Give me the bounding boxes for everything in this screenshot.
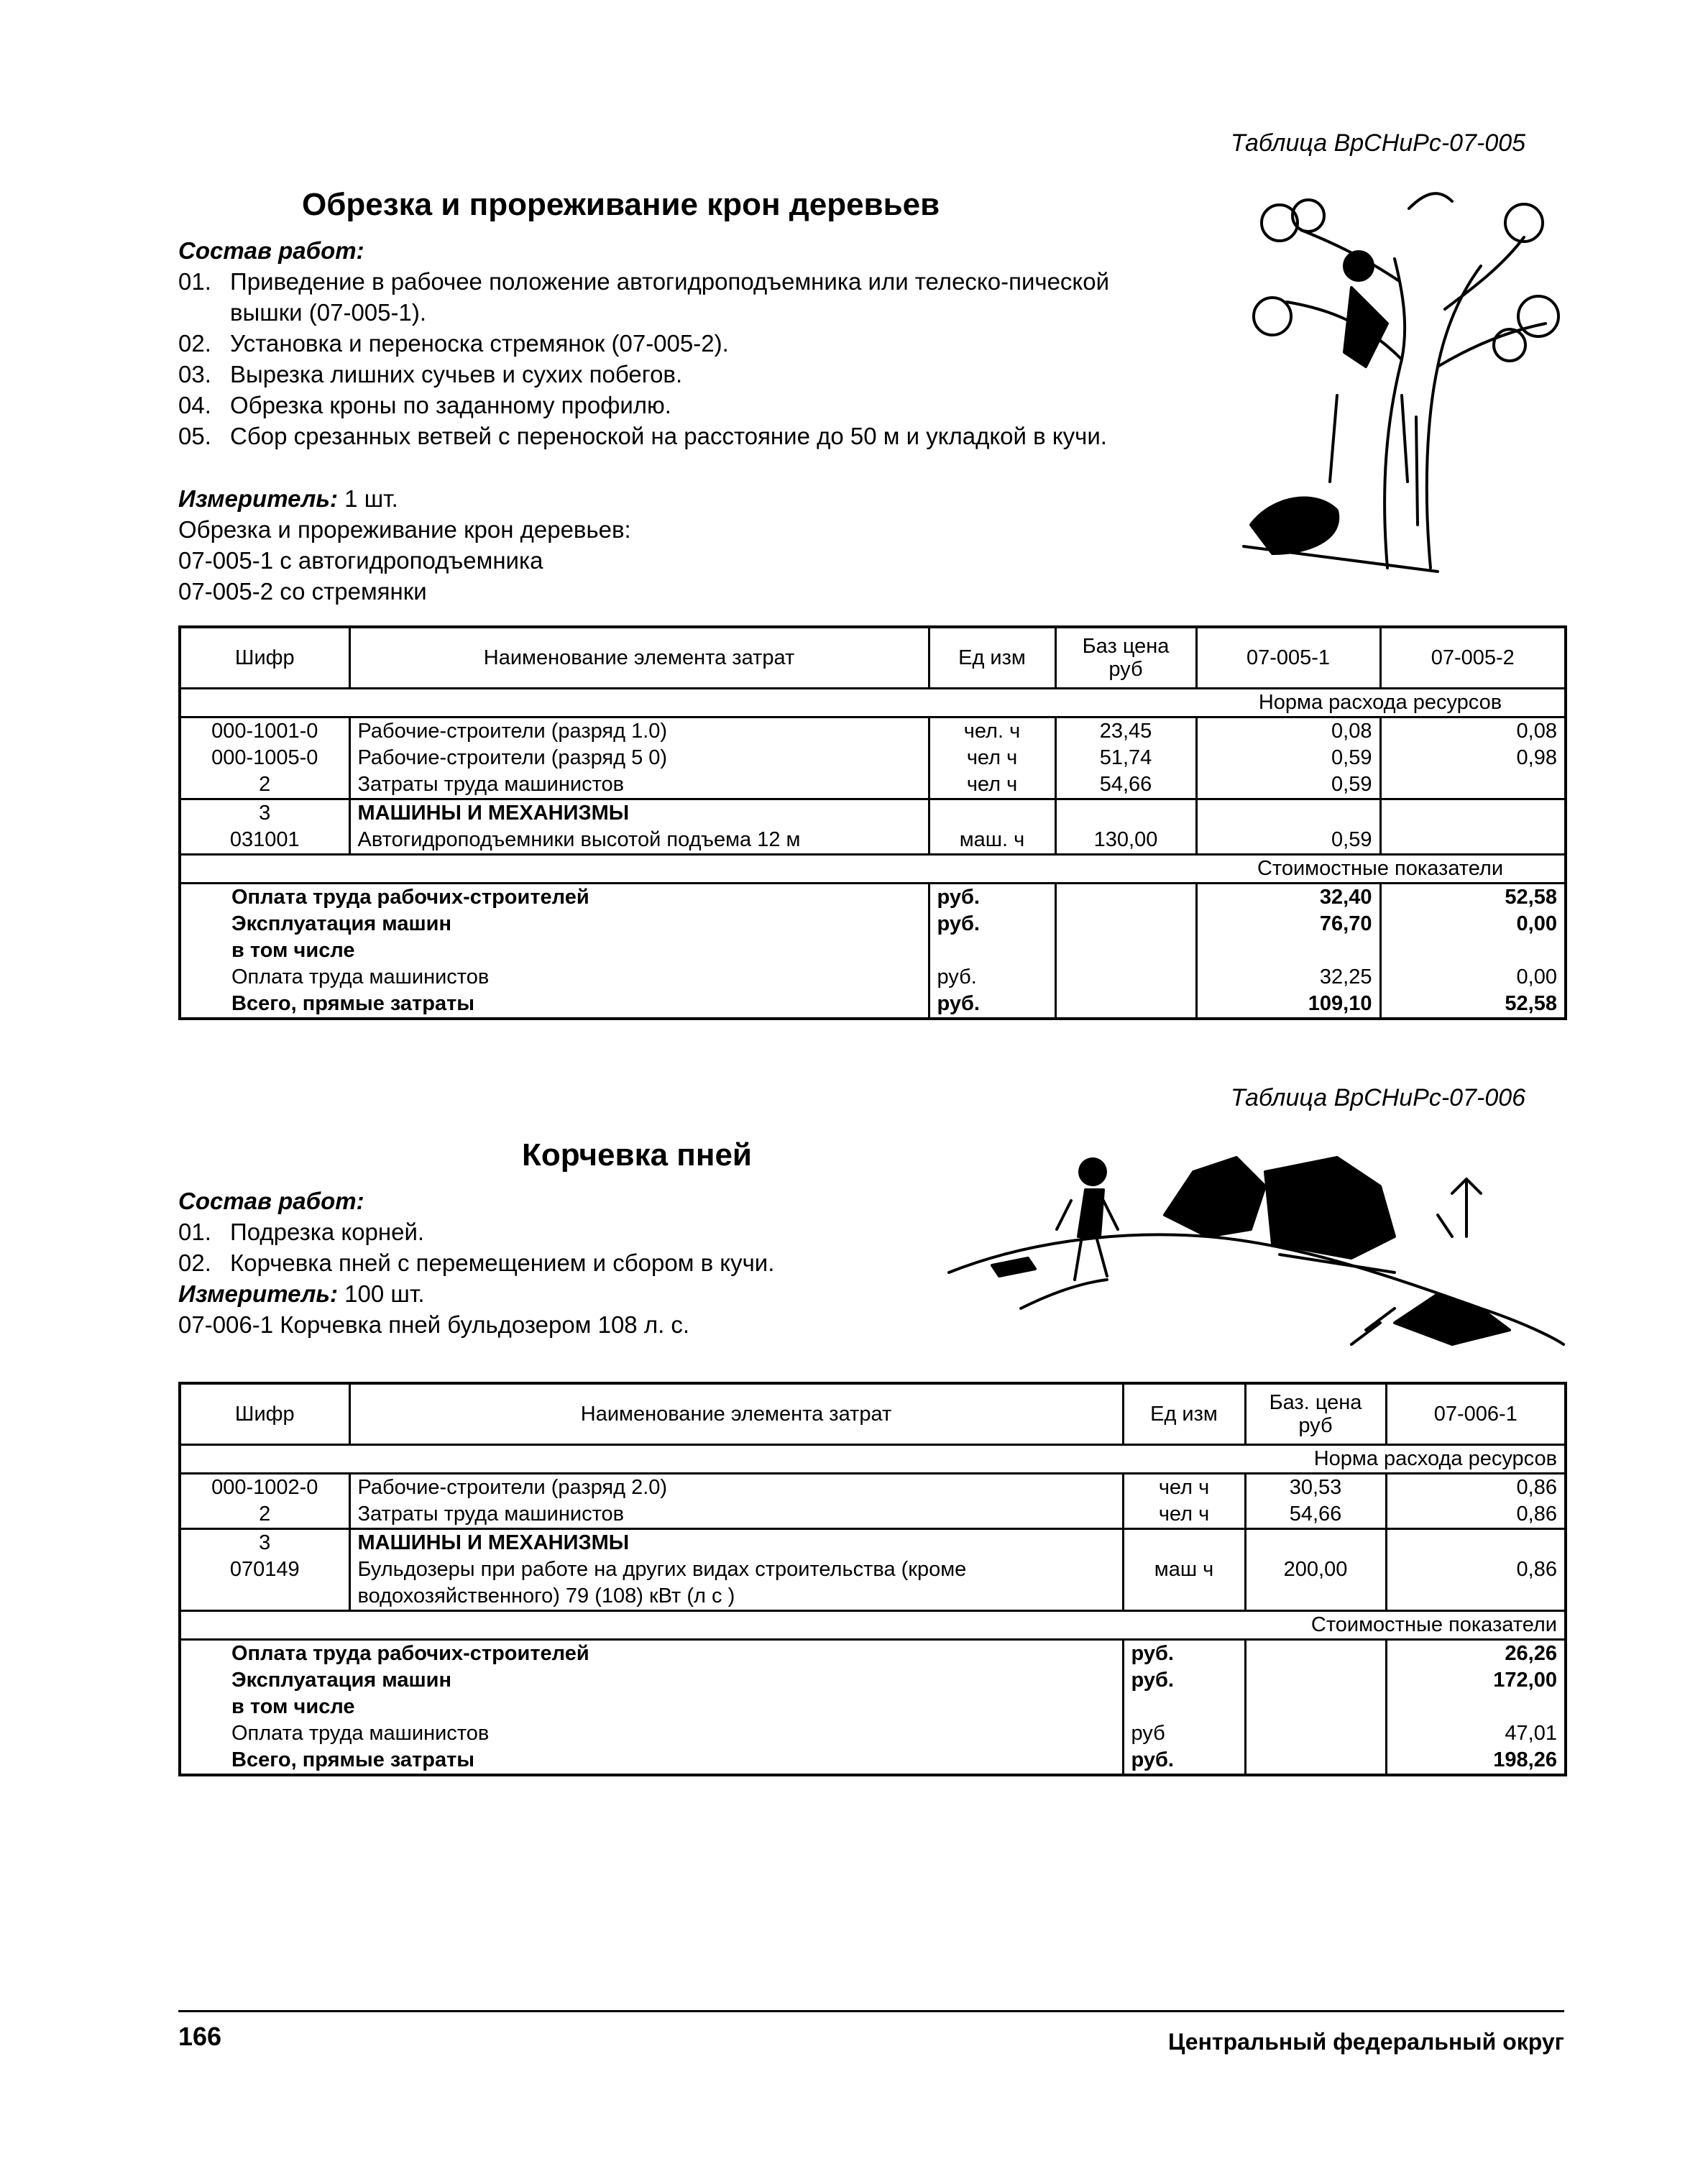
cost-name: Оплата труда рабочих-строителей: [180, 884, 929, 912]
cost-name: Эксплуатация машин: [180, 911, 929, 937]
row-code: 000-1002-0: [180, 1474, 349, 1502]
work-steps-1: [178, 266, 1149, 451]
stump-removal-illustration: [935, 1129, 1567, 1366]
cost-value-2: 0,00: [1380, 964, 1566, 991]
row-code: 000-1001-0: [180, 717, 349, 746]
cost-value-1: 47,01: [1386, 1720, 1566, 1747]
cost-name: Эксплуатация машин: [180, 1667, 1123, 1694]
step-item: 04. Обрезка кроны по заданному профилю.: [178, 392, 671, 418]
row-name: Затраты труда машинистов: [349, 1501, 1123, 1529]
table-label-2: Таблица ВрСНиРс-07-006: [1231, 1084, 1526, 1111]
cost-name: Оплата труда машинистов: [180, 1720, 1123, 1747]
cost-name: Всего, прямые затраты: [180, 991, 929, 1019]
row-code: 2: [180, 1501, 349, 1529]
variant-1-2: 07-005-2 со стремянки: [178, 578, 427, 605]
step-item: 05. Сбор срезанных ветвей с переноской на расстояние до 50 м и укладкой в кучи.: [178, 423, 1107, 449]
cost-unit: руб.: [1123, 1667, 1245, 1694]
header-unit: Ед изм: [1123, 1383, 1245, 1445]
resource-norm-header: Норма расхода ресурсов: [1196, 689, 1566, 717]
table-label-1: Таблица ВрСНиРс-07-005: [1231, 129, 1526, 157]
header-code: Шифр: [180, 1383, 349, 1445]
row-code: 000-1005-0: [180, 745, 349, 771]
header-code: Шифр: [180, 627, 349, 689]
machines-code: 3: [180, 1529, 349, 1557]
row-price: 54,66: [1245, 1501, 1386, 1529]
footer-divider: [178, 2010, 1564, 2012]
cost-table-1: [178, 625, 1567, 1020]
section-title-1: Обрезка и прореживание крон деревьев: [302, 187, 940, 222]
row-value-1: 0,08: [1196, 717, 1380, 746]
variant-2-1: 07-006-1 Корчевка пней бульдозером 108 л. с.: [178, 1311, 690, 1338]
cost-value-1: 172,00: [1386, 1667, 1566, 1694]
row-price: 30,53: [1245, 1474, 1386, 1502]
cost-unit: руб.: [1123, 1640, 1245, 1668]
composition-label-1: Состав работ:: [178, 237, 364, 264]
row-code: 031001: [180, 827, 349, 855]
step-item: 03. Вырезка лишних сучьев и сухих побегов.: [178, 361, 683, 387]
cost-value-2: 52,58: [1380, 884, 1566, 912]
cost-table-2: [178, 1382, 1567, 1776]
cost-value-1: 26,26: [1386, 1640, 1566, 1668]
machines-code: 3: [180, 799, 349, 827]
cost-indicators-header: Стоимостные показатели: [1196, 855, 1566, 884]
cost-value-1: 109,10: [1196, 991, 1380, 1019]
cost-name: в том числе: [180, 937, 929, 964]
cost-value-1: 32,40: [1196, 884, 1380, 912]
row-price: 54,66: [1055, 771, 1196, 799]
row-value-1: 0,86: [1386, 1501, 1566, 1529]
cost-unit: руб.: [929, 964, 1055, 991]
meter-label: Измеритель:: [178, 1280, 338, 1307]
header-name: Наименование элемента затрат: [349, 1383, 1123, 1445]
row-unit: чел ч: [1123, 1501, 1245, 1529]
row-value-1: 0,59: [1196, 827, 1380, 855]
meter-value: 1 шт.: [338, 485, 398, 512]
row-name: Рабочие-строители (разряд 2.0): [349, 1474, 1123, 1502]
row-unit: маш ч: [1123, 1556, 1245, 1583]
step-item: 01. Приведение в рабочее положение автогидроподъемника или телеско-пической вышки (07-005-1).: [178, 268, 1110, 326]
row-price: 130,00: [1055, 827, 1196, 855]
header-col-2: 07-005-2: [1380, 627, 1566, 689]
header-col-1: 07-005-1: [1196, 627, 1380, 689]
row-value-1: 0,59: [1196, 745, 1380, 771]
row-name: Рабочие-строители (разряд 5 0): [349, 745, 929, 771]
row-value-1: 0,59: [1196, 771, 1380, 799]
row-unit: чел ч: [1123, 1474, 1245, 1502]
meter-2: [178, 1278, 425, 1309]
resource-norm-header: Норма расхода ресурсов: [1245, 1445, 1566, 1474]
row-code: 070149: [180, 1556, 349, 1583]
cost-unit: руб.: [929, 884, 1055, 912]
row-price: 200,00: [1245, 1556, 1386, 1583]
cost-unit: руб.: [929, 991, 1055, 1019]
cost-value-2: 52,58: [1380, 991, 1566, 1019]
row-name-cont: водохозяйственного) 79 (108) кВт (л с ): [349, 1583, 1123, 1611]
footer-region: Центральный федеральный округ: [1168, 2029, 1564, 2055]
cost-value-2: 0,00: [1380, 911, 1566, 937]
composition-label-2: Состав работ:: [178, 1188, 364, 1214]
row-value-2: 0,98: [1380, 745, 1566, 771]
header-price: Баз. цена руб: [1245, 1383, 1386, 1445]
row-name: Автогидроподъемники высотой подъема 12 м: [349, 827, 929, 855]
header-price: Баз цена руб: [1055, 627, 1196, 689]
page-number: 166: [178, 2022, 222, 2051]
work-steps-2: [178, 1216, 969, 1278]
header-name: Наименование элемента затрат: [349, 627, 929, 689]
row-value-2: [1380, 771, 1566, 799]
cost-name: Всего, прямые затраты: [180, 1747, 1123, 1775]
row-name: Затраты труда машинистов: [349, 771, 929, 799]
row-name: Рабочие-строители (разряд 1.0): [349, 717, 929, 746]
step-item: 02. Корчевка пней с перемещением и сбором в кучи.: [178, 1249, 775, 1276]
meter-value: 100 шт.: [338, 1280, 425, 1307]
row-value-2: [1380, 827, 1566, 855]
section-title-2: Корчевка пней: [522, 1137, 752, 1173]
row-unit: чел ч: [929, 771, 1055, 799]
row-price: 23,45: [1055, 717, 1196, 746]
tree-pruning-illustration: [1222, 180, 1567, 582]
cost-value-1: 76,70: [1196, 911, 1380, 937]
cost-name: в том числе: [180, 1694, 1123, 1720]
header-col-1: 07-006-1: [1386, 1383, 1566, 1445]
meter-1: [178, 483, 398, 514]
desc-1: Обрезка и прореживание крон деревьев:: [178, 516, 631, 543]
machines-title: МАШИНЫ И МЕХАНИЗМЫ: [349, 799, 929, 827]
cost-name: Оплата труда машинистов: [180, 964, 929, 991]
row-code: 2: [180, 771, 349, 799]
machines-title: МАШИНЫ И МЕХАНИЗМЫ: [349, 1529, 1123, 1557]
row-unit: чел ч: [929, 745, 1055, 771]
cost-name: Оплата труда рабочих-строителей: [180, 1640, 1123, 1668]
row-unit: чел. ч: [929, 717, 1055, 746]
row-unit: маш. ч: [929, 827, 1055, 855]
variant-1-1: 07-005-1 с автогидроподъемника: [178, 547, 543, 574]
header-unit: Ед изм: [929, 627, 1055, 689]
step-item: 01. Подрезка корней.: [178, 1219, 425, 1245]
cost-unit: руб.: [1123, 1747, 1245, 1775]
row-name: Бульдозеры при работе на других видах строительства (кроме: [349, 1556, 1123, 1583]
step-item: 02. Установка и переноска стремянок (07-005-2).: [178, 330, 729, 357]
row-value-1: 0,86: [1386, 1474, 1566, 1502]
cost-unit: руб: [1123, 1720, 1245, 1747]
cost-unit: руб.: [929, 911, 1055, 937]
cost-indicators-header: Стоимостные показатели: [1245, 1611, 1566, 1640]
row-value-2: 0,08: [1380, 717, 1566, 746]
cost-value-1: 198,26: [1386, 1747, 1566, 1775]
row-price: 51,74: [1055, 745, 1196, 771]
meter-label: Измеритель:: [178, 485, 338, 512]
row-value-1: 0,86: [1386, 1556, 1566, 1583]
cost-value-1: 32,25: [1196, 964, 1380, 991]
